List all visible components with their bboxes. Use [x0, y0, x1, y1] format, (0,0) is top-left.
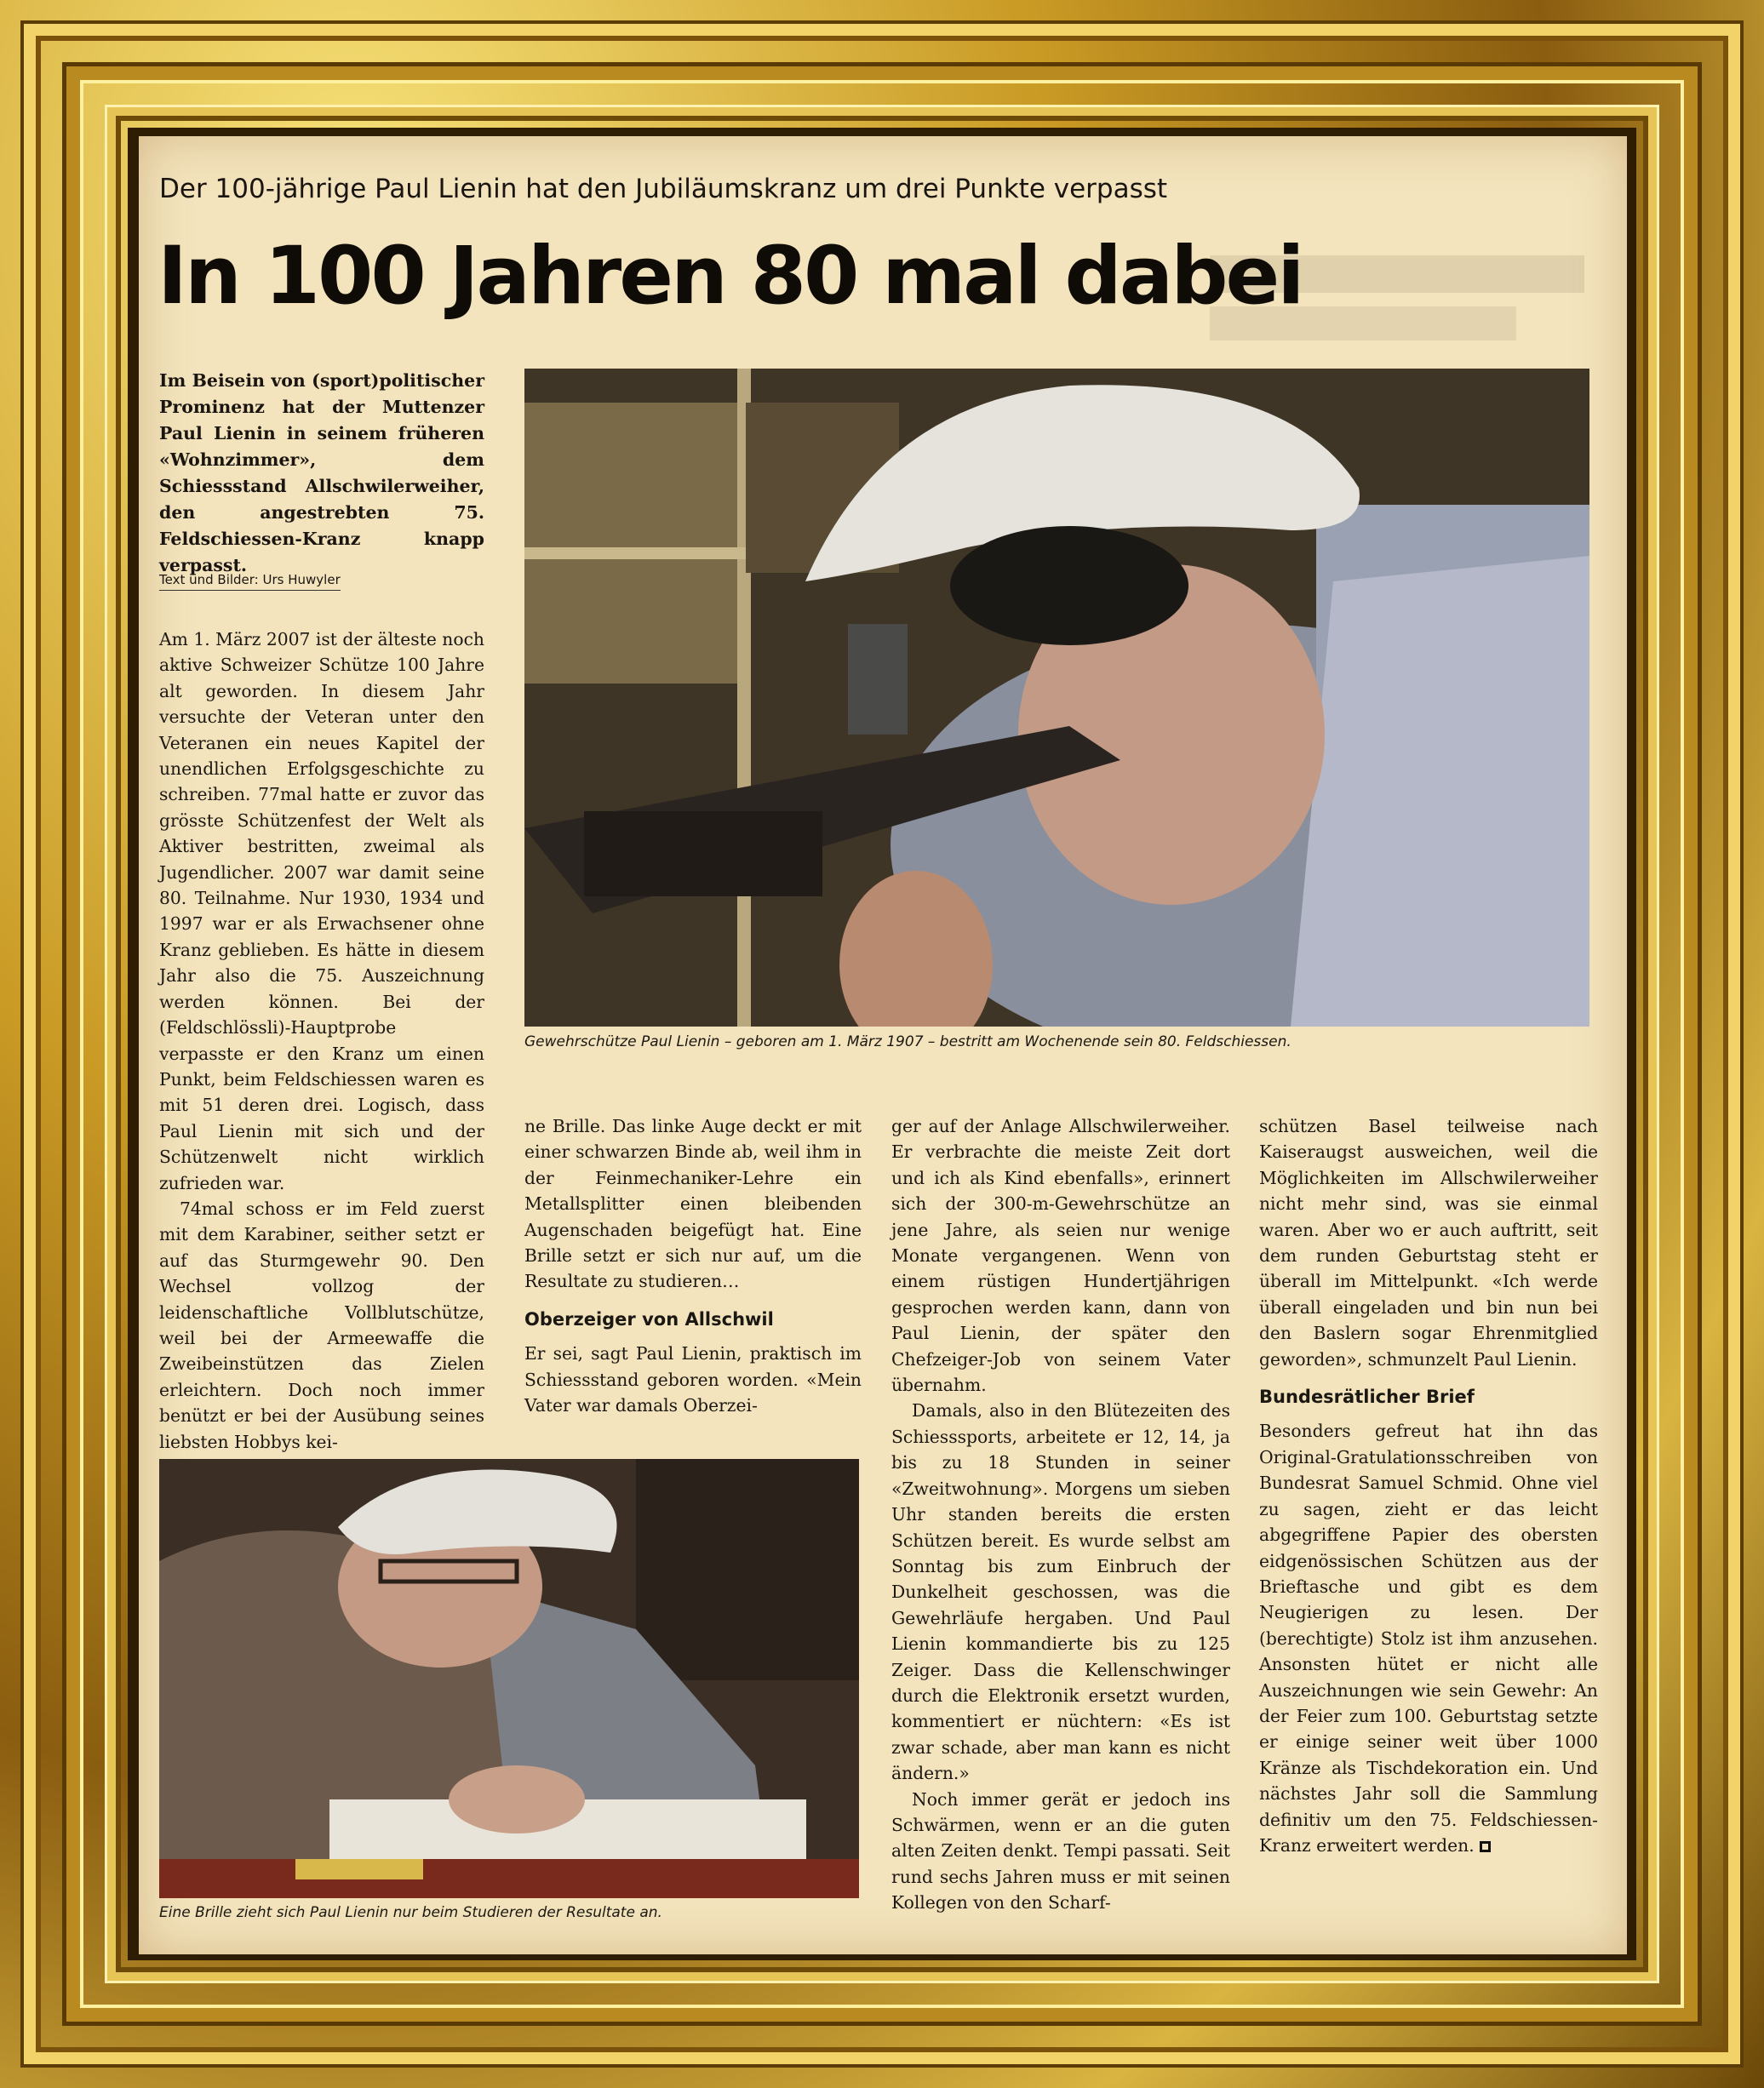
photo-reading-illustration — [159, 1459, 859, 1898]
photo-reading-results — [159, 1459, 859, 1898]
photo-shooter-illustration — [524, 369, 1589, 1027]
paragraph-text: Besonders gefreut hat ihn das Original-Gratulationsschreiben von Bundesrat Samuel Schmid. Ohne viel zu sagen, zieht er das leicht abgegriffene Papier des obersten eidgenössischen Schützen aus der Brieftasche und gibt es dem Neugierigen zu lesen. Der (berechtigte) Stolz ist ihm anzusehen. Ansonsten hütet er nicht alle Auszeichnungen wie sein Gewehr: An der Feier zum 100. Geburtstag setzte er einige seiner weit über 1000 Kränze als Tischdekoration ein. Und nächstes Jahr soll die Sammlung definitiv um den 75. Feldschiessen-Kranz erweitert werden. — [1259, 1421, 1598, 1856]
paragraph: Er sei, sagt Paul Lienin, praktisch im Schiessstand geboren worden. «Mein Vater war damals Oberzei- — [524, 1343, 862, 1416]
paragraph: ne Brille. Das linke Auge deckt er mit einer schwarzen Binde ab, weil ihm in der Feinmechaniker-Lehre ein Metallsplitter einen bleibenden Augenschaden beigefügt hat. Eine Brille setzt er sich nur auf, um die Resultate zu studieren… — [524, 1116, 862, 1292]
subheading-bundesrat: Bundesrätlicher Brief — [1259, 1387, 1475, 1408]
column-4 — [1259, 1113, 1598, 1858]
article-kicker: Der 100-jährige Paul Lienin hat den Jubiläumskranz um drei Punkte verpasst — [159, 174, 1168, 204]
photo-shooter-aiming — [524, 369, 1589, 1027]
main-photo-caption: Gewehrschütze Paul Lienin – geboren am 1. März 1907 – bestritt am Wochenende sein 80. Feldschiessen. — [524, 1033, 1292, 1050]
byline: Text und Bilder: Urs Huwyler — [159, 572, 341, 591]
second-photo-caption: Eine Brille zieht sich Paul Lienin nur beim Studieren der Resultate an. — [159, 1904, 662, 1921]
article-headline: In 100 Jahren 80 mal dabei — [158, 230, 1303, 323]
end-of-article-icon — [1480, 1841, 1491, 1852]
column-1 — [159, 626, 484, 1455]
paragraph: Damals, also in den Blütezeiten des Schiesssports, arbeitete er 12, 14, ja bis zu 18 Stunden in seiner «Zweitwohnung». Morgens um sieben Uhr standen bereits die ersten Schützen bereit. Es wurde selbst am Sonntag bis zum Einbruch der Dunkelheit geschossen, was die Gewehrläufe hergaben. Und Paul Lienin kommandierte bis zu 125 Zeiger. Dass die Kellenschwinger durch die Elektronik ersetzt wurden, kommentiert er nüchtern: «Es ist zwar schade, aber man kann es nicht ändern.» — [891, 1400, 1230, 1784]
paragraph: 74mal schoss er im Feld zuerst mit dem Karabiner, seither setzt er auf das Sturmgewehr 90. Den Wechsel vollzog der leidenschaftliche Vollblutschütze, weil bei der Armeewaffe die Zweibeinstützen das Zielen erleichtern. Doch noch immer benützt er bei der Ausübung seines liebsten Hobbys kei- — [159, 1198, 484, 1452]
column-3 — [891, 1113, 1230, 1916]
paragraph: ger auf der Anlage Allschwilerweiher. Er verbrachte die meiste Zeit dort und ich als Kind ebenfalls», erinnert sich der 300-m-Gewehrschütze an jene Jahre, als seien nur wenige Monate vergangenen. Wenn von einem rüstigen Hundertjährigen gesprochen werden kann, dann von Paul Lienin, der später den Chefzeiger-Job von seinem Vater übernahm. — [891, 1116, 1230, 1396]
newspaper-clipping — [139, 136, 1627, 1954]
subheading-oberzeiger: Oberzeiger von Allschwil — [524, 1308, 774, 1330]
article-lead: Im Beisein von (sport)politischer Prominenz hat der Muttenzer Paul Lienin in seinem früheren «Wohnzimmer», dem Schiessstand Allschwilerweiher, den angestrebten 75. Feldschiessen-Kranz knapp verpasst. — [159, 370, 484, 575]
paragraph: Noch immer gerät er jedoch ins Schwärmen, wenn er an die guten alten Zeiten denkt. Tempi passati. Seit rund sechs Jahren muss er mit seinen Kollegen von den Scharf- — [891, 1788, 1230, 1914]
paragraph: schützen Basel teilweise nach Kaiseraugst ausweichen, weil die Möglichkeiten im Allschwilerweiher nicht mehr sind, was sie einmal waren. Aber wo er auch auftritt, seit dem runden Geburtstag steht er überall im Mittelpunkt. «Ich werde überall eingeladen und bin nun bei den Baslern sogar Ehrenmitglied geworden», schmunzelt Paul Lienin. — [1259, 1116, 1598, 1370]
paragraph: Am 1. März 2007 ist der älteste noch aktive Schweizer Schütze 100 Jahre alt geworden. In diesem Jahr versuchte der Veteran unter den Veteranen ein neues Kapitel der unendlichen Erfolgsgeschichte zu schreiben. 77mal hatte er zuvor das grösste Schützenfest der Welt als Aktiver bestritten, zweimal als Jugendlicher. 2007 war damit seine 80. Teilnahme. Nur 1930, 1934 und 1997 war er als Erwachsener ohne Kranz geblieben. Es hätte in diesem Jahr also die 75. Auszeichnung werden können. Bei der (Feldschlössli)-Hauptprobe verpasste er den Kranz um einen Punkt, beim Feldschiessen waren es mit 51 deren drei. Logisch, dass Paul Lienin mit sich und der Schützenwelt nicht wirklich zufrieden war. — [159, 629, 484, 1193]
column-2 — [524, 1113, 862, 1418]
paragraph — [1259, 1418, 1598, 1858]
